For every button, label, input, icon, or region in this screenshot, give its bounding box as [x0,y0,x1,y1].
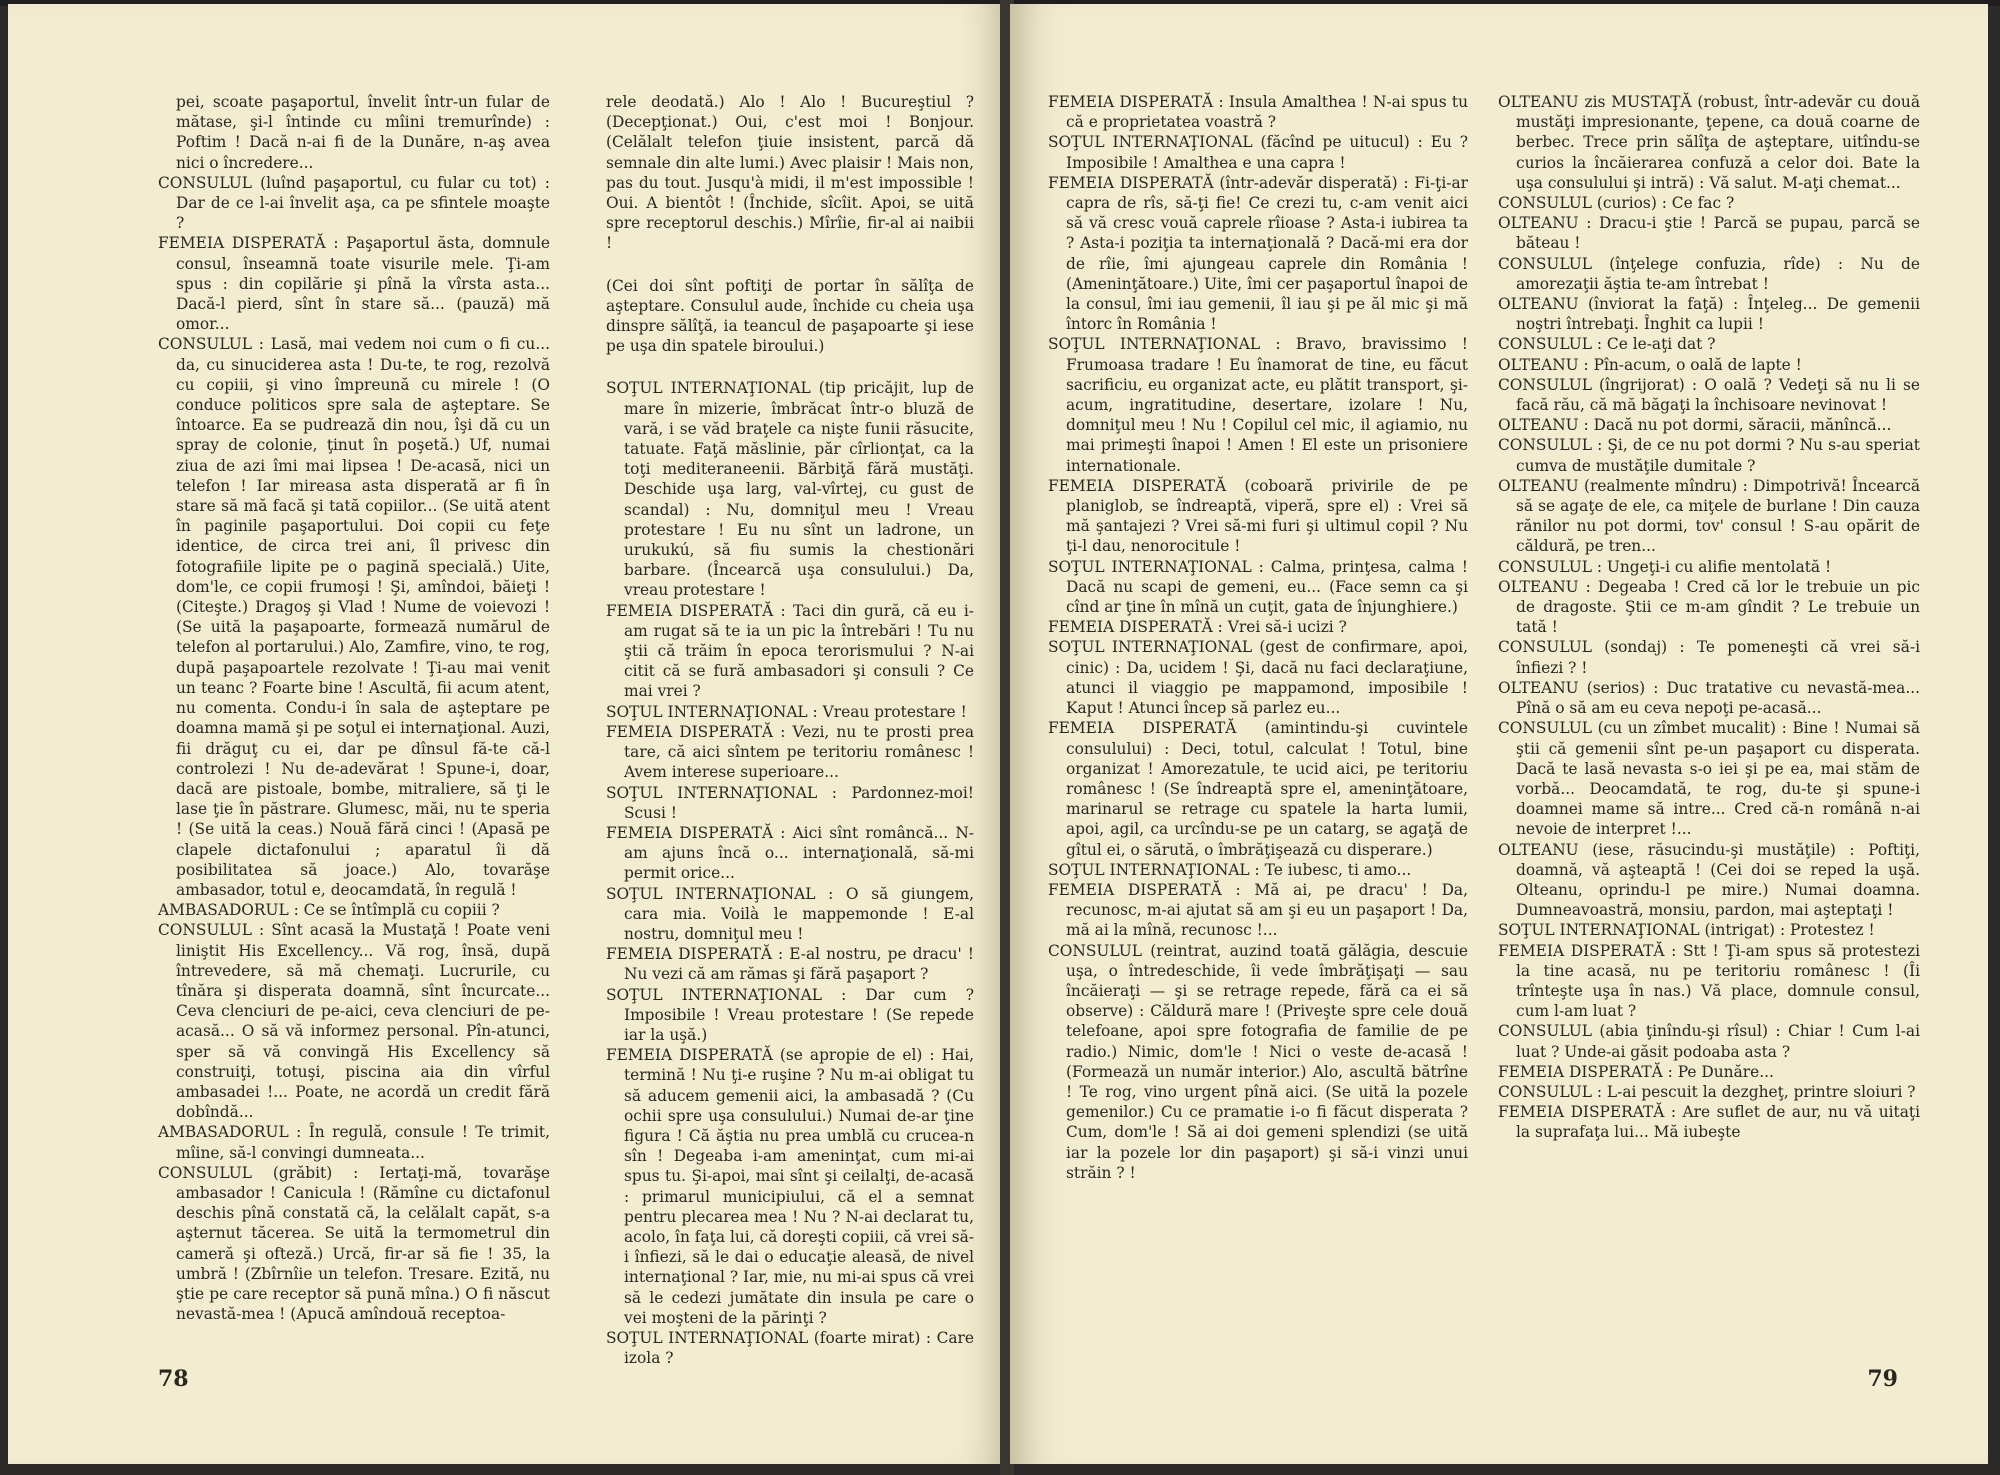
paragraph: SOŢUL INTERNAŢIONAL (intrigat) : Protestez ! [1498,921,1875,940]
paragraph: FEMEIA DISPERATĂ : Vezi, nu te prosti prea tare, că aici sîntem pe teritoriu românesc ! Avem interese superioare... [606,722,974,782]
paragraph: SOŢUL INTERNAŢIONAL (foarte mirat) : Care izola ? [606,1328,974,1368]
paragraph: OLTEANU : Dracu-i ştie ! Parcă se pupau, parcă se băteau ! [1498,214,1920,253]
paragraph: CONSULUL (sondaj) : Te pomeneşti că vrei să-i înfiezi ? ! [1498,638,1920,677]
paragraph: SOŢUL INTERNAŢIONAL : Pardonnez-moi! Scusi ! [606,783,974,822]
paragraph: SOŢUL INTERNAŢIONAL (gest de confirmare, apoi, cinic) : Da, ucidem ! Şi, dacă nu faci declaraţiune, atunci il viaggio pe mappamond, imposibile ! Kaput ! Atunci încep să parlez eu... [1048,638,1468,718]
stage-direction: (Cei doi sînt poftiţi de portar în sălîţa de aşteptare. Consulul aude, închide cu cheia uşa dinspre sălîţă, ia teancul de paşapoarte şi iese pe uşa din spatele biroului.) [606,276,974,356]
paragraph: CONSULUL : Ce le-aţi dat ? [1498,335,1716,354]
right-page-column-2 [1498,92,1920,1143]
paragraph: FEMEIA DISPERATĂ (amintindu-şi cuvintele consulului) : Deci, totul, calculat ! Totul, bine organizat ! Amorezatule, te ucid aici, pe teritoriu românesc ! (Se îndreaptă spre el, ameninţătoare, marinarul se retrage cu spatele la harta lumii, apoi, agil, ca urcîndu-se pe un catarg, se agaţă de gîtul ei, o sărută, o îmbrăţişează cu disperare.) [1048,719,1468,859]
paragraph: AMBASADORUL : În regulă, consule ! Te trimit, mîine, să-l convingi dumneata... [158,1123,550,1162]
paragraph: CONSULUL (reintrat, auzind toată gălăgia, descuie uşa, o întredeschide, îi vede îmbrăţişaţi — sau încăieraţi — şi se retrage repede, fără ca ei să observe) : Căldură mare ! (Priveşte spre cele două telefoane, apoi spre fotografia de familie de pe radio.) Nimic, dom'le ! Nici o veste de-acasă ! (Formează un număr interior.) Alo, ascultă bătrîne ! Te rog, vino urgent pînă aici. (Se uită la pozele gemenilor.) Cu ce pramatie i-o fi făcut disperata ? Cum, dom'le ! Să ai doi gemeni splendizi (se uită iar la pozele lor din paşaport) şi să-i vinzi unui străin ? ! [1048,941,1468,1182]
paragraph: SOŢUL INTERNAŢIONAL : Bravo, bravissimo ! Frumoasa tradare ! Eu înamorat de tine, eu făcut sacrificiu, eu organizat acte, eu plătit transport, şi-acum, ingratitudine, desertare, izolare ! Nu, domniţul meu ! Nu ! Copilul cel mic, il agiamio, nu mai primeşti înapoi ! Amen ! El este un prisoniere internationale. [1048,335,1468,475]
paragraph: SOŢUL INTERNAŢIONAL : O să giungem, cara mia. Voilà le mappemonde ! E-al nostru, domniţul meu ! [606,884,974,943]
paragraph: FEMEIA DISPERATĂ (într-adevăr disperată) : Fi-ţi-ar capra de rîs, să-ţi fie! Ce crezi tu, c-am venit aici să vă cresc vouă caprele rîioase ? Asta-i iubirea ta ? Asta-i poziţia ta internaţională ? Dacă-mi era dor de rîie, îmi ajungeau caprele din România ! (Ameninţătoare.) Uite, îmi cer paşaportul înapoi de la consul, îmi iau gemenii, îl iau şi pe ăl mic şi mă întorc în România ! [1048,173,1468,334]
paragraph: FEMEIA DISPERATĂ : E-al nostru, pe dracu' ! Nu vezi că am rămas şi fără paşaport ? [606,945,974,984]
paragraph: CONSULUL (înţelege confuzia, rîde) : Nu de amorezaţii ăştia te-am întrebat ! [1498,254,1920,293]
paragraph: CONSULUL (abia ţinîndu-şi rîsul) : Chiar ! Cum l-ai luat ? Unde-ai găsit podoaba asta ? [1498,1022,1920,1061]
paragraph: OLTEANU (iese, răsucindu-şi mustăţile) : Poftiţi, doamnă, vă aşteaptă ! (Cei doi se reped la uşă. Olteanu, oprindu-l pe mire.) Numai doamna. Dumneavoastră, monsiu, pardon, mai aşteptaţi ! [1498,840,1920,920]
paragraph: CONSULUL : Lasă, mai vedem noi cum o fi cu... da, cu sinuciderea asta ! Du-te, te rog, rezolvă cu copiii, şi vino împreună cu mirele ! (O conduce politicos spre sala de aşteptare. Se întoarce. Ea se pudrează din nou, îşi dă cu un spray de colonie, ţinut în poşetă.) Uf, numai ziua de azi îmi mai lipsea ! De-acasă, nici un telefon ! Iar mireasa asta disperată ar fi în stare să mă facă şi tată copiilor... (Se uită atent în paginile paşaportului. Doi copii cu feţe identice, de circa trei ani, îl privesc din fotografiile lipite pe o pagină specială.) Uite, dom'le, ce copii frumoşi ! Şi, amîndoi, băieţi ! (Citeşte.) Dragoş şi Vlad ! Nume de voievozi ! (Se uită la paşapoarte, formează numărul de telefon al portarului.) Alo, Zamfire, vino, te rog, după paşapoartele rezolvate ! Ţi-au mai venit un teanc ? Foarte bine ! Ascultă, fii acum atent, nu comenta. Condu-i în sala de aşteptare pe doamna mamă şi pe soţul ei internaţional. Auzi, fii drăguţ cu ei, dar pe dînsul fă-te că-l controlezi ! Nu de-adevărat ! Spune-i, doar, dacă are pistoale, bombe, mitraliere, să ţi le lase ţie în păstrare. Glumesc, măi, nu te speria ! (Se uită la ceas.) Nouă fără cinci ! (Apasă pe clapele dictafonului ; aparatul îi dă posibilitatea să joace.) Alo, tovarăşe ambasador, totul e, deocamdată, în regulă ! [158,335,550,899]
right-page-column-1 [1048,92,1468,1183]
paragraph: FEMEIA DISPERATĂ : Vrei să-i ucizi ? [1048,618,1347,637]
paragraph: OLTEANU : Degeaba ! Cred că lor le trebuie un pic de dragoste. Ştii ce m-am gîndit ? Le trebuie un tată ! [1498,577,1920,637]
paragraph: SOŢUL INTERNAŢIONAL : Te iubesc, ti amo... [1048,860,1412,879]
paragraph: FEMEIA DISPERATĂ (se apropie de el) : Hai, termină ! Nu ţi-e ruşine ? Nu m-ai obligat tu să aducem gemenii aici, la ambasadă ? (Cu ochii spre uşa consulului.) Numai de-ar ţine figura ! Că ăştia nu prea umblă cu crucea-n sîn ! Degeaba i-am ameninţat, cum mi-ai spus tu. Şi-apoi, mai sînt şi ceilalţi, de-acasă : primarul municipiului, că el a semnat pentru plecarea mea ! Nu ? N-ai declarat tu, acolo, în faţa lui, că doreşti copiii, că vrei să-i înfiezi, să le dai o educaţie aleasă, de nivel internaţional ? Iar, mie, nu mi-ai spus că vrei să le cedezi jumătate din insula pe care o vei moşteni de la părinţi ? [606,1046,974,1327]
paragraph: SOŢUL INTERNAŢIONAL (tip pricăjit, lup de mare în mizerie, îmbrăcat într-o bluză de vară, i se văd braţele ca nişte funii răsucite, tatuate. Faţă măslinie, păr cîrlionţat, ca la toţi mediteraneenii. Bărbiţă fără mustăţi. Deschide uşa larg, val-vîrtej, cu gust de scandal) : Nu, domniţul meu ! Vreau protestare ! Eu nu sînt un ladrone, un urukukú, să fiu sumis la chestionări barbare. (Încearcă uşa consulului.) Da, vreau protestare ! [606,379,974,600]
paragraph: CONSULUL (cu un zîmbet mucalit) : Bine ! Numai să ştii că gemenii sînt pe-un paşaport cu disperata. Dacă te lasă nevasta s-o iei şi pe ea, mai stăm de vorbă... Deocamdată, te rog, du-te şi spune-i doamnei mame să intre... Cred că-n românã n-ai nevoie de interpret !... [1498,719,1920,839]
paragraph: OLTEANU (înviorat la faţă) : Înţeleg... De gemenii noştri întrebaţi. Înghit ca lupii ! [1498,295,1920,334]
spacer [606,254,974,276]
paragraph: FEMEIA DISPERATĂ (coboară privirile de pe planiglob, se îndreaptă, viperă, spre el) : Vrei să mă şantajezi ? Vrei să-mi furi şi ultimul copil ? Nu ţi-l dau, nenorocitule ! [1048,476,1468,556]
spacer [606,356,974,378]
page-number: 79 [1867,1366,1898,1392]
paragraph: OLTEANU : Pîn-acum, o oală de lapte ! [1498,355,1802,374]
left-page [8,4,1008,1464]
paragraph: CONSULUL (grăbit) : Iertaţi-mă, tovarăşe ambasador ! Canicula ! (Rămîne cu dictafonul deschis pînă constată că, la celălalt capăt, s-a aşternut tăcerea. Se uită la termometrul din cameră şi ofteză.) Urcă, fir-ar să fie ! 35, la umbră ! (Zbîrnîie un telefon. Tresare. Ezită, nu ştie pe care receptor să pună mîna.) O fi născut nevastă-mea ! (Apucă amîndouă receptoa- [158,1163,550,1324]
paragraph: CONSULUL : Şi, de ce nu pot dormi ? Nu s-au speriat cumva de mustăţile dumitale ? [1498,436,1920,475]
left-page-column-2 [606,92,974,1368]
paragraph: SOŢUL INTERNAŢIONAL : Vreau protestare ! [606,702,967,721]
paragraph: FEMEIA DISPERATĂ : Aici sînt româncă... N-am ajuns încă o... internaţională, să-mi permit orice... [606,823,974,883]
paragraph: SOŢUL INTERNAŢIONAL : Calma, prinţesa, calma ! Dacă nu scapi de gemeni, eu... (Face semn ca şi cînd ar ţine în mînă un cuţit, gata de înjunghiere.) [1048,557,1468,617]
paragraph: FEMEIA DISPERATĂ : Pe Dunăre... [1498,1062,1774,1081]
paragraph: OLTEANU (realmente mîndru) : Dimpotrivă! Încearcă să se agaţe de ele, ca miţele de burlane ! Din cauza rănilor nu pot dormi, tov' consul ! S-au opărit de căldură, pe tren... [1498,476,1920,556]
paragraph: SOŢUL INTERNAŢIONAL : Dar cum ? Imposibile ! Vreau protestare ! (Se repede iar la uşă.) [606,985,974,1044]
paragraph: rele deodată.) Alo ! Alo ! Bucureştiul ? (Decepţionat.) Oui, c'est moi ! Bonjour. (Celălalt telefon ţiuie insistent, parcă dă semnale din alte lumi.) Avec plaisir ! Mais non, pas du tout. Jusqu'à midi, il m'est impossible ! Oui. A bientôt ! (Închide, sîcîit. Apoi, se uită spre receptorul deschis.) Mîrîie, fir-al ai naibii ! [606,93,974,253]
paragraph: CONSULUL : Sînt acasă la Mustaţă ! Poate veni liniştit His Excellency... Vă rog, însă, după întrevedere, să mă chemaţi. Lucrurile, cu tînăra şi disperata doamnă, sînt încurcate... Ceva clenciuri de pe-aici, ceva clenciuri de pe-acasă... O să vă informez personal. Pîn-atunci, sper să vă convingă His Excellency să construiţi, totuşi, piscina aia din vîrful ambasadei !... Poate, ne acordă un credit fără dobîndă... [158,921,550,1122]
paragraph: CONSULUL (îngrijorat) : O oală ? Vedeţi să nu li se facă rău, că mă băgaţi la închisoare nevinovat ! [1498,375,1920,415]
paragraph: FEMEIA DISPERATĂ : Insula Amalthea ! N-ai spus tu că e proprietatea voastră ? [1048,93,1468,132]
paragraph: FEMEIA DISPERATĂ : Paşaportul ăsta, domnule consul, înseamnă toate visurile mele. Ţi-am spus : din copilărie şi pînă la vîrsta asta... Dacă-l pierd, sînt în stare să... (pauză) mă omor... [158,234,550,334]
paragraph: OLTEANU : Dacă nu pot dormi, săracii, mănîncă... [1498,416,1892,435]
paragraph: pei, scoate paşaportul, învelit într-un fular de mătase, şi-l întinde cu mîini tremurînde) : Poftim ! Dacă n-ai fi de la Dunăre, n-aş avea nici o încredere... [176,93,550,172]
paragraph: OLTEANU (serios) : Duc tratative cu nevastă-mea... Pînă o să am eu ceva nepoţi pe-acasă... [1498,678,1920,718]
paragraph: FEMEIA DISPERATĂ : Stt ! Ţi-am spus să protestezi la tine acasă, nu pe teritoriu românesc ! (Îi trînteşte uşa în nas.) Vă place, domnule consul, cum l-am luat ? [1498,941,1920,1021]
paragraph: AMBASADORUL : Ce se întîmplă cu copiii ? [158,901,500,920]
paragraph: CONSULUL : Ungeţi-i cu alifie mentolată ! [1498,557,1832,576]
paragraph: FEMEIA DISPERATĂ : Mă ai, pe dracu' ! Da, recunosc, m-ai ajutat să am şi eu un paşaport ! Da, mă ai la mînă, recunosc !... [1048,880,1468,940]
left-page-column-1 [158,92,550,1324]
paragraph: SOŢUL INTERNAŢIONAL (făcînd pe uitucul) : Eu ? Imposibile ! Amalthea e una capra ! [1048,133,1468,172]
paragraph: CONSULUL (luînd paşaportul, cu fular cu tot) : Dar de ce l-ai învelit aşa, ca pe sfintele moaşte ? [158,173,550,233]
paragraph: FEMEIA DISPERATĂ : Taci din gură, că eu i-am rugat să te ia un pic la întrebări ! Tu nu ştii că trăim în epoca terorismului ? N-ai citit că se fură ambasadori şi consuli ? Ce mai vrei ? [606,601,974,701]
right-page [1010,4,1988,1464]
paragraph: OLTEANU zis MUSTAŢĂ (robust, într-adevăr cu două mustăţi impresionante, ţepene, ca două coarne de berbec. Trece prin sălîţa de aşteptare, uitîndu-se curios la încăierarea confuză a celor doi. Bate la uşa consulului şi intră) : Vă salut. M-aţi chemat... [1498,93,1920,192]
page-number: 78 [158,1366,189,1392]
paragraph: CONSULUL (curios) : Ce fac ? [1498,194,1735,213]
paragraph: FEMEIA DISPERATĂ : Are suflet de aur, nu vă uitaţi la suprafaţa lui... Mă iubeşte [1498,1103,1920,1142]
paragraph: CONSULUL : L-ai pescuit la dezgheţ, printre sloiuri ? [1498,1082,1916,1101]
